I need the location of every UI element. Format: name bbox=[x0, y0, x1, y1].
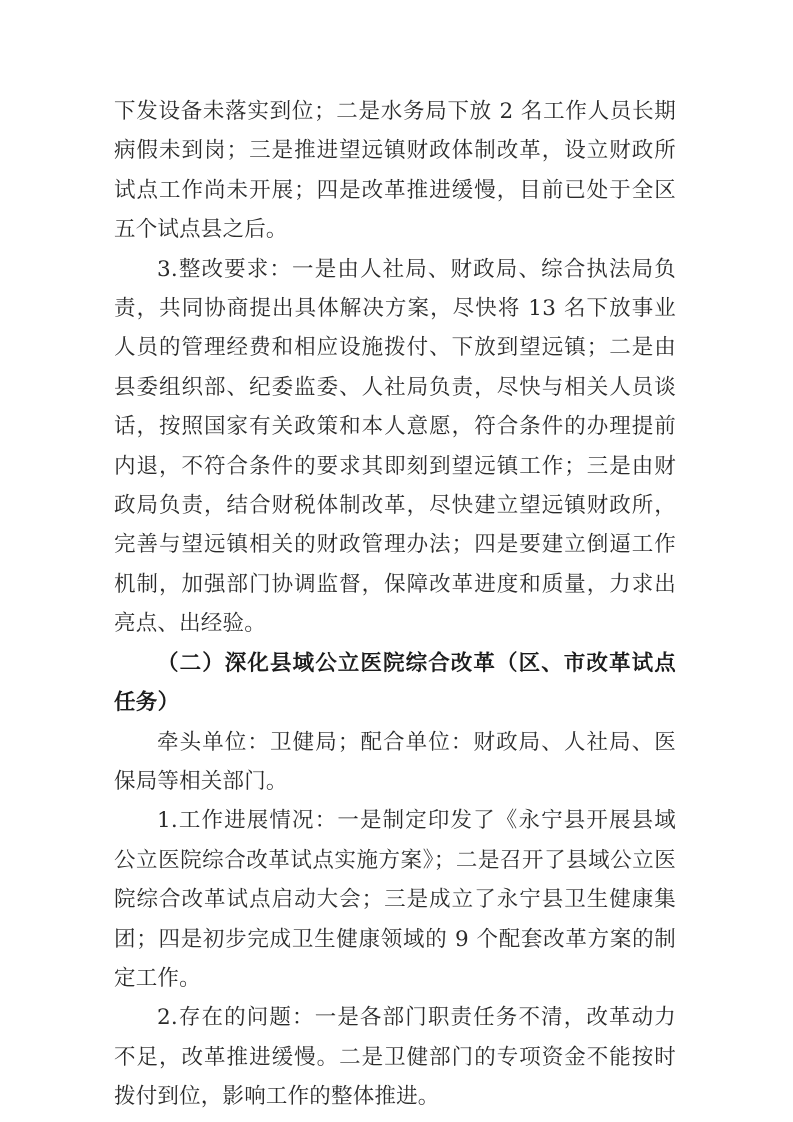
paragraph-lead-and-cooperating-units: 牵头单位：卫健局；配合单位：财政局、人社局、医保局等相关部门。 bbox=[114, 729, 676, 794]
paragraph-existing-problems: 2.存在的问题：一是各部门职责任务不清，改革动力不足，改革推进缓慢。二是卫健部门的专项资金不能按时拨付到位，影响工作的整体推进。 bbox=[114, 1005, 676, 1110]
document-text-column bbox=[114, 92, 676, 1117]
paragraph-work-progress: 1.工作进展情况：一是制定印发了《永宁县开展县域公立医院综合改革试点实施方案》；二是召开了县域公立医院综合改革试点启动大会；三是成立了永宁县卫生健康集团；四是初步完成卫生健康领域的 9 个配套改革方案的制定工作。 bbox=[114, 808, 676, 991]
paragraph-rectification-requirements: 3.整改要求：一是由人社局、财政局、综合执法局负责，共同协商提出具体解决方案，尽快将 13 名下放事业人员的管理经费和相应设施拨付、下放到望远镇；二是由县委组织部、纪委监委、人社局负责，尽快与相关人员谈话，按照国家有关政策和本人意愿，符合条件的办理提前内退，不符合条件的要求其即刻到望远镇工作；三是由财政局负责，结合财税体制改革，尽快建立望远镇财政所，完善与望远镇相关的财政管理办法；四是要建立倒逼工作机制，加强部门协调监督，保障改革进度和质量，力求出亮点、出经验。 bbox=[114, 256, 676, 637]
section-heading-deepen-county-hospital-reform: （二）深化县域公立医院综合改革（区、市改革试点任务） bbox=[114, 650, 676, 716]
paragraph-continued-problems: 下发设备未落实到位；二是水务局下放 2 名工作人员长期病假未到岗；三是推进望远镇财政体制改革，设立财政所试点工作尚未开展；四是改革推进缓慢，目前已处于全区五个试点县之后。 bbox=[114, 99, 676, 243]
